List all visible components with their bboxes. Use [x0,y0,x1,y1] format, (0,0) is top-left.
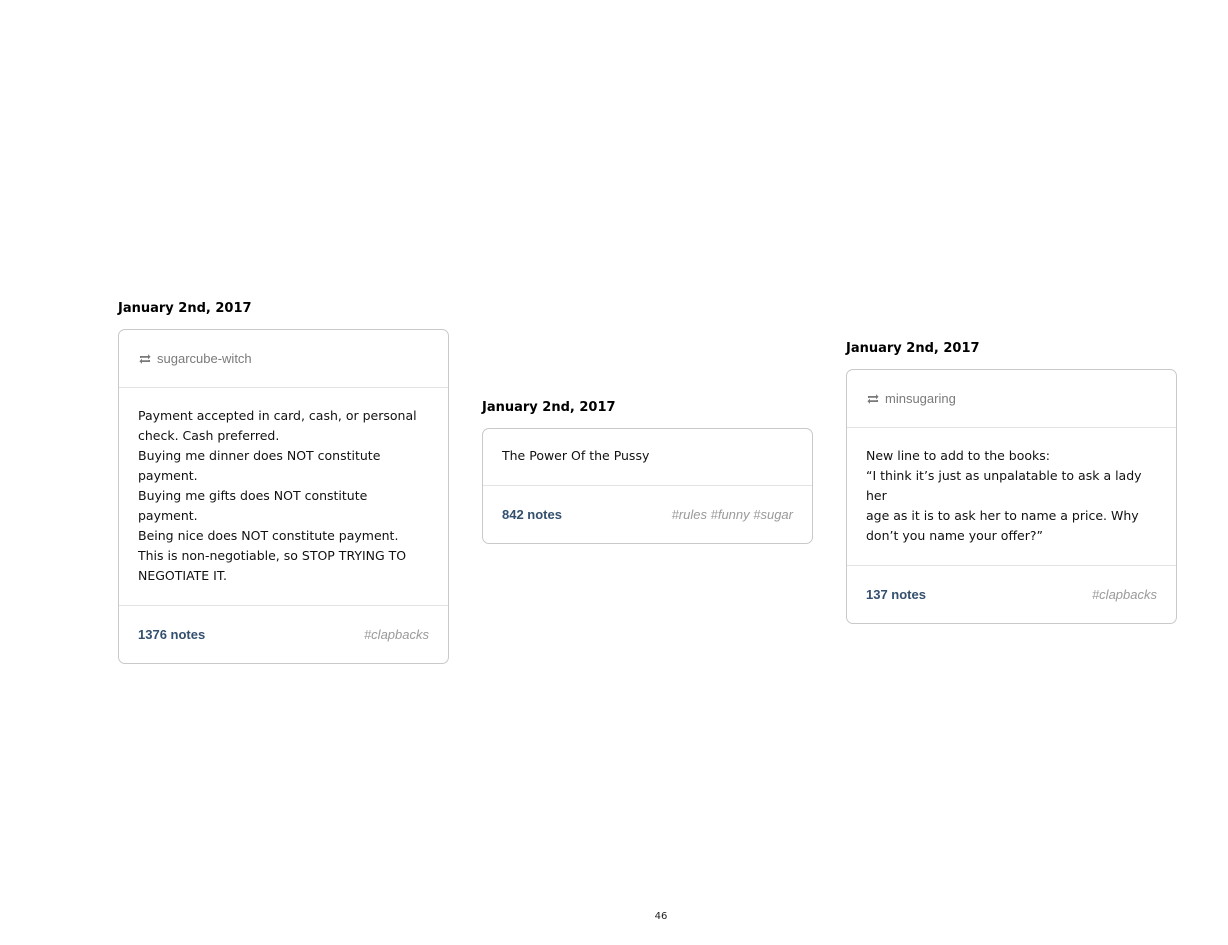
post-text-line: Being nice does NOT constitute payment. [138,528,399,543]
post-card [118,329,449,664]
page-number: 46 [654,911,668,922]
post-text-line: “I think it’s just as unpalatable to ask a lady her [866,468,1142,503]
post-tags[interactable]: #clapbacks [1091,587,1157,602]
notes-count[interactable]: 842 notes [502,507,562,522]
post-footer [847,566,1176,623]
post-text-line: The Power Of the Pussy [502,448,650,463]
notes-count[interactable]: 1376 notes [138,627,206,642]
post-body [483,429,812,486]
post-card [482,428,813,544]
post-2 [482,400,813,544]
post-tags[interactable]: #clapbacks [363,627,429,642]
post-tags[interactable]: #rules #funny #sugar [671,507,793,522]
post-card [846,369,1177,624]
post-text-line: NEGOTIATE IT. [138,568,227,583]
post-body [847,428,1176,566]
notes-count[interactable]: 137 notes [866,587,926,602]
post-3 [846,341,1177,624]
post-1 [118,301,449,664]
post-text-line: payment. [138,468,198,483]
post-date: January 2nd, 2017 [846,341,980,356]
post-text-line: age as it is to ask her to name a price. Why [866,508,1139,523]
post-text-line: don’t you name your offer?” [866,528,1043,543]
post-header [119,330,448,388]
post-header [847,370,1176,428]
post-date: January 2nd, 2017 [482,400,616,415]
post-text-line: This is non-negotiable, so STOP TRYING TO [138,548,407,563]
post-date: January 2nd, 2017 [118,301,252,316]
post-text-line: Buying me gifts does NOT constitute payment. [138,488,368,523]
post-text-line: Buying me dinner does NOT constitute [138,448,381,463]
post-footer [483,486,812,543]
reblog-icon [866,393,880,405]
post-text-line: New line to add to the books: [866,448,1050,463]
post-text-line: Payment accepted in card, cash, or personal [138,408,417,423]
reblog-icon [138,353,152,365]
reblog-username[interactable]: sugarcube-witch [157,351,252,366]
post-text-line: check. Cash preferred. [138,428,280,443]
reblog-username[interactable]: minsugaring [885,391,956,406]
post-footer [119,606,448,663]
post-body [119,388,448,606]
